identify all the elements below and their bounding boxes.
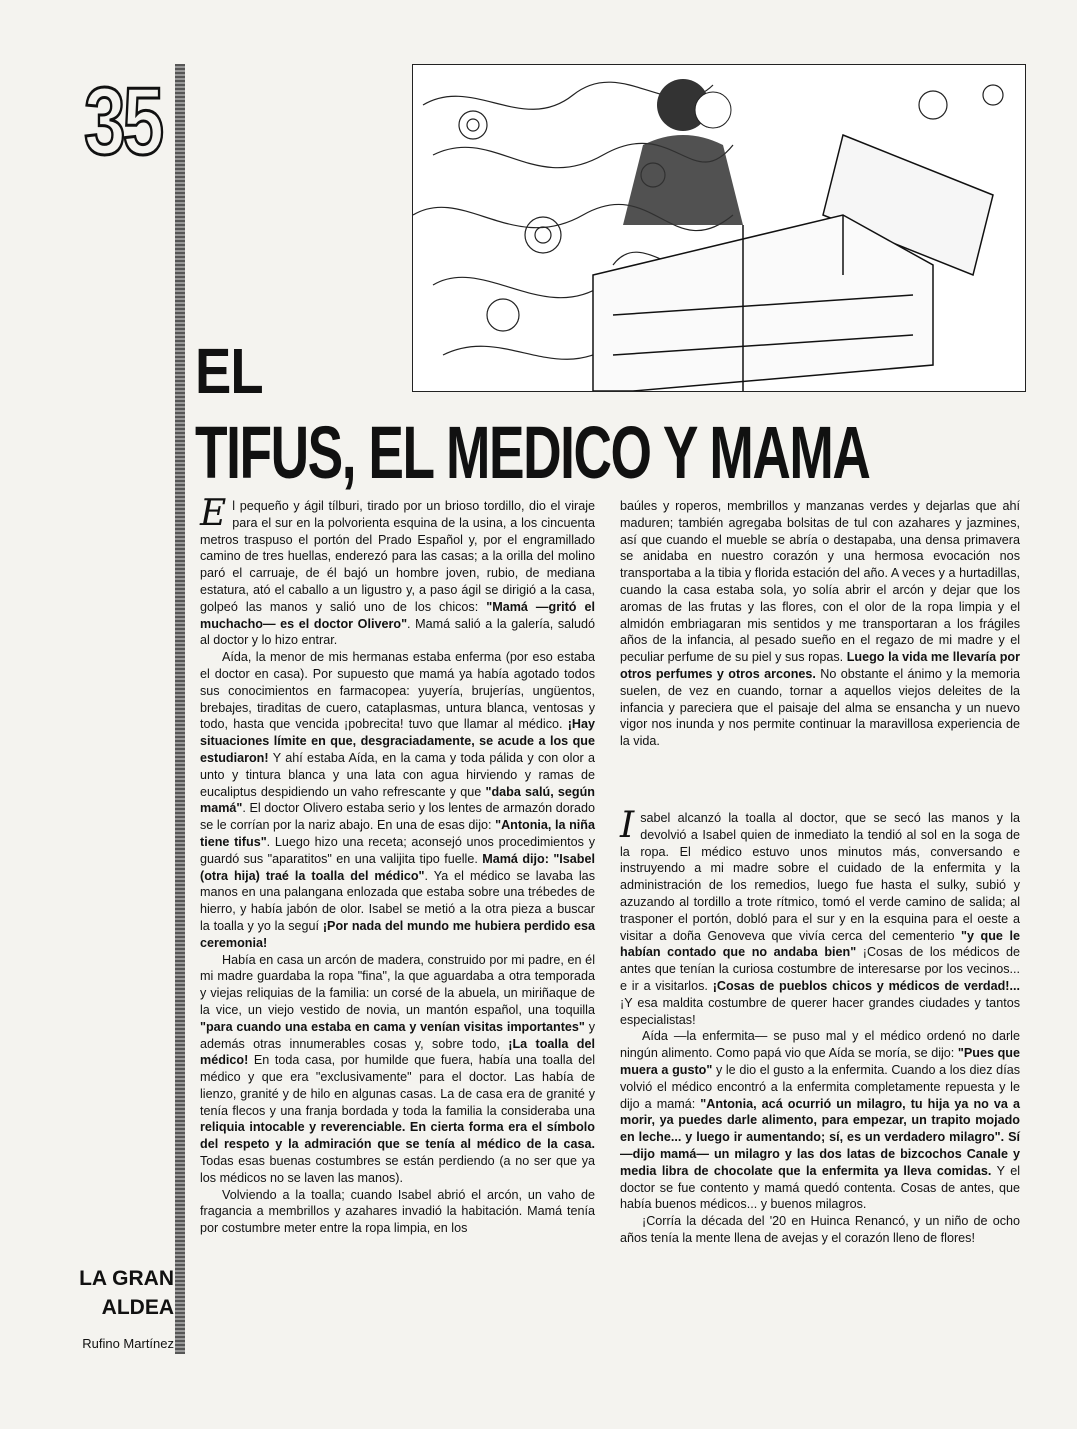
article-column-left [200,493,596,1237]
article-paragraph: Aída —la enfermita— se puso mal y el médico ordenó no darle ningún alimento. Como papá vio que Aída se moría, se dijo: "Pues que muera a gusto" y le dio el gusto a la enfermita. Cuando a los diez días volvió el médico encontró a la enfermita completamente repuesta y le dijo a mamá: "Antonia, acá ocurrió un milagro, tu hija ya no va a morir, ya puedes darle alimento, para empezar, un trapito mojado en leche... y luego ir aumentando; sí, es un verdadero milagro". Sí —dijo mamá— un milagro y las dos latas de bizcochos Canale y media libra de chocolate que la enfermita ya lleva comidas. Y el doctor se fue contento y mamá quedó contenta. Cosas de antes, que había buenos médicos... y buenos milagros. [620,1029,1020,1212]
article-paragraph: Isabel alcanzó la toalla al doctor, que se secó las manos y la devolvió a Isabel quien de inmediato la tendió al sol en la soga de la ropa. El médico estuvo unos minutos más, conversando e instruyendo a mi madre sobre el cuidado de la enfermita y la administración de los remedios, luego fue hasta el sulky, subió y azuzando al tordillo a trote rítmico, tomó el verde camino de salida; al trasponer el portón, dobló para el sur y en la esquina para el oeste a visitar a doña Genoveva que vivía cerca del cementerio "y que le habían contado que no andaba bien" ¡Cosas de los médicos de antes que tenían la curiosa costumbre de interesarse por los vecinos... e ir a visitarlos. ¡Cosas de pueblos chicos y médicos de verdad!... ¡Y esa maldita costumbre de querer hacer grandes ciudades y tantos especialistas! [620,805,1020,1027]
headline-line-1: EL [195,335,263,407]
headline-line-2: TIFUS, EL MEDICO Y MAMA [195,411,870,494]
article-column-right-top [620,498,1020,750]
article-paragraph: baúles y roperos, membrillos y manzanas verdes y dejarlas que ahí maduren; también agregaba bolsitas de tul con azahares y jazmines, así que cuando el mueble se abría o destapaba, una densa primavera se anidaba en nuestro corazón y una hermosa evocación nos transportaba a la tibia y florida estación del año. A veces y a hurtadillas, cuando la casa estaba sola, yo solía abrir el arcón y dejar que los aromas de las frutas y las flores, con el olor de la ropa limpia y el almidón embriagaran mis sentidos y me transportaran a los frágiles años de la infancia, al pesado sueño en el regazo de mi madre y el peculiar perfume de su piel y sus ropas. Luego la vida me llevaría por otros perfumes y otros arcones. No obstante el ánimo y la memoria suelen, de vez en cuando, tornar a aquellos viejos deleites de la infancia y pareciera que el paisaje del alma se ensancha y un nuevo vigor nos inunda y nos permite continuar la maravillosa experiencia de la vida. [620,499,1021,749]
vertical-rule [175,64,185,1354]
article-paragraph: El pequeño y ágil tílburi, tirado por un brioso tordillo, dio el viraje para el sur en la polvorienta esquina de la usina, a los cincuenta metros traspuso el portón del Prado Español y, por el engramillado camino de tres huellas, enderezó para las casas; a la orilla del molino paró el carruaje, de él bajó un hombre joven, rubio, de mediana estatura, ató el caballo a un ligustro y, a paso ágil se dirigió a la casa, golpeó las manos y salió uno de los chicos: "Mamá —gritó el muchacho— es el doctor Olivero". Mamá salió a la galería, saludó al doctor y lo hizo entrar. [200,493,595,648]
article-paragraph: Aída, la menor de mis hermanas estaba enferma (por eso estaba el doctor en casa). Por supuesto que mamá ya había agotado todos sus conocimientos en farmacopea: yuyería, brujerías, ungüentos, brebajes, tiraditas de cuero, cataplasmas, untura blanca, ventosas y todo, hasta que vencida ¡pobrecita! tuvo que llamar al médico. ¡Hay situaciones límite en que, desgraciadamente, se acude a los que estudiaron! Y ahí estaba Aída, en la cama y toda pálida y con olor a unto y tintura blanca y una lata con agua hirviendo y ramas de eucaliptus despidiendo un vaho refrescante y que "daba salú, según mamá". El doctor Olivero estaba serio y los lentes de armazón dorado se le corrían por la nariz abajo. En una de esas dijo: "Antonia, la niña tiene tifus". Luego hizo una receta; aconsejó unos procedimientos y guardó sus "aparatitos" en una valijita tipo fuelle. Mamá dijo: "Isabel (otra hija) traé la toalla del médico". Ya el médico se lavaba las manos en una palangana enlozada que estaba sobre una trébedes de hierro, y había jabón de olor. Isabel se metió a la otra pieza a buscar la toalla y yo la seguí ¡Por nada del mundo me hubiera perdido esa ceremonia! [200,650,595,950]
illustration-drawing [413,65,1025,391]
section-label-line-1: LA GRAN [79,1267,174,1290]
drop-cap: I [620,805,635,846]
article-column-right-bottom [620,805,1020,1247]
article-paragraph: Volviendo a la toalla; cuando Isabel abrió el arcón, un vaho de fragancia a membrillos y azahares invadió la habitación. Mamá tenía por costumbre meter entre la ropa limpia, en los [200,1187,595,1236]
page-number: 35 [84,68,162,175]
article-paragraph: Había en casa un arcón de madera, construido por mi padre, en él mi madre guardaba la ropa "fina", la que aguardaba a otra temporada y viejas reliquias de la familia: un corsé de la abuela, un miriñaque de la vice, un viejo vestido de novia, un mantón español, una toquilla "para cuando una estaba en cama y venían visitas importantes" y además otras innumerables cosas y, sobre todo, ¡La toalla del médico! En toda casa, por humilde que fuera, había una toalla del médico y que era "exclusivamente" para el doctor. Las había de lienzo, granité y de hilo en algunas casas. La de casa era de granité y tenía flecos y una franja bordada y toda la familia la consideraba una reliquia intocable y reverenciable. En cierta forma era el símbolo del respeto y la admiración que se tenía al médico de la casa. Todas esas buenas costumbres se están perdiendo (a no ser que ya los médicos no se laven las manos). [200,952,596,1185]
section-label-line-2: ALDEA [101,1296,174,1319]
article-paragraph: ¡Corría la década del '20 en Huinca Renancó, y un niño de ocho años tenía la mente llena de avejas y el corazón lleno de flores! [620,1214,1020,1245]
chest-illustration [412,64,1026,392]
section-label [58,1264,174,1322]
author-byline: Rufino Martínez [82,1336,174,1351]
drop-cap: E [200,493,227,534]
